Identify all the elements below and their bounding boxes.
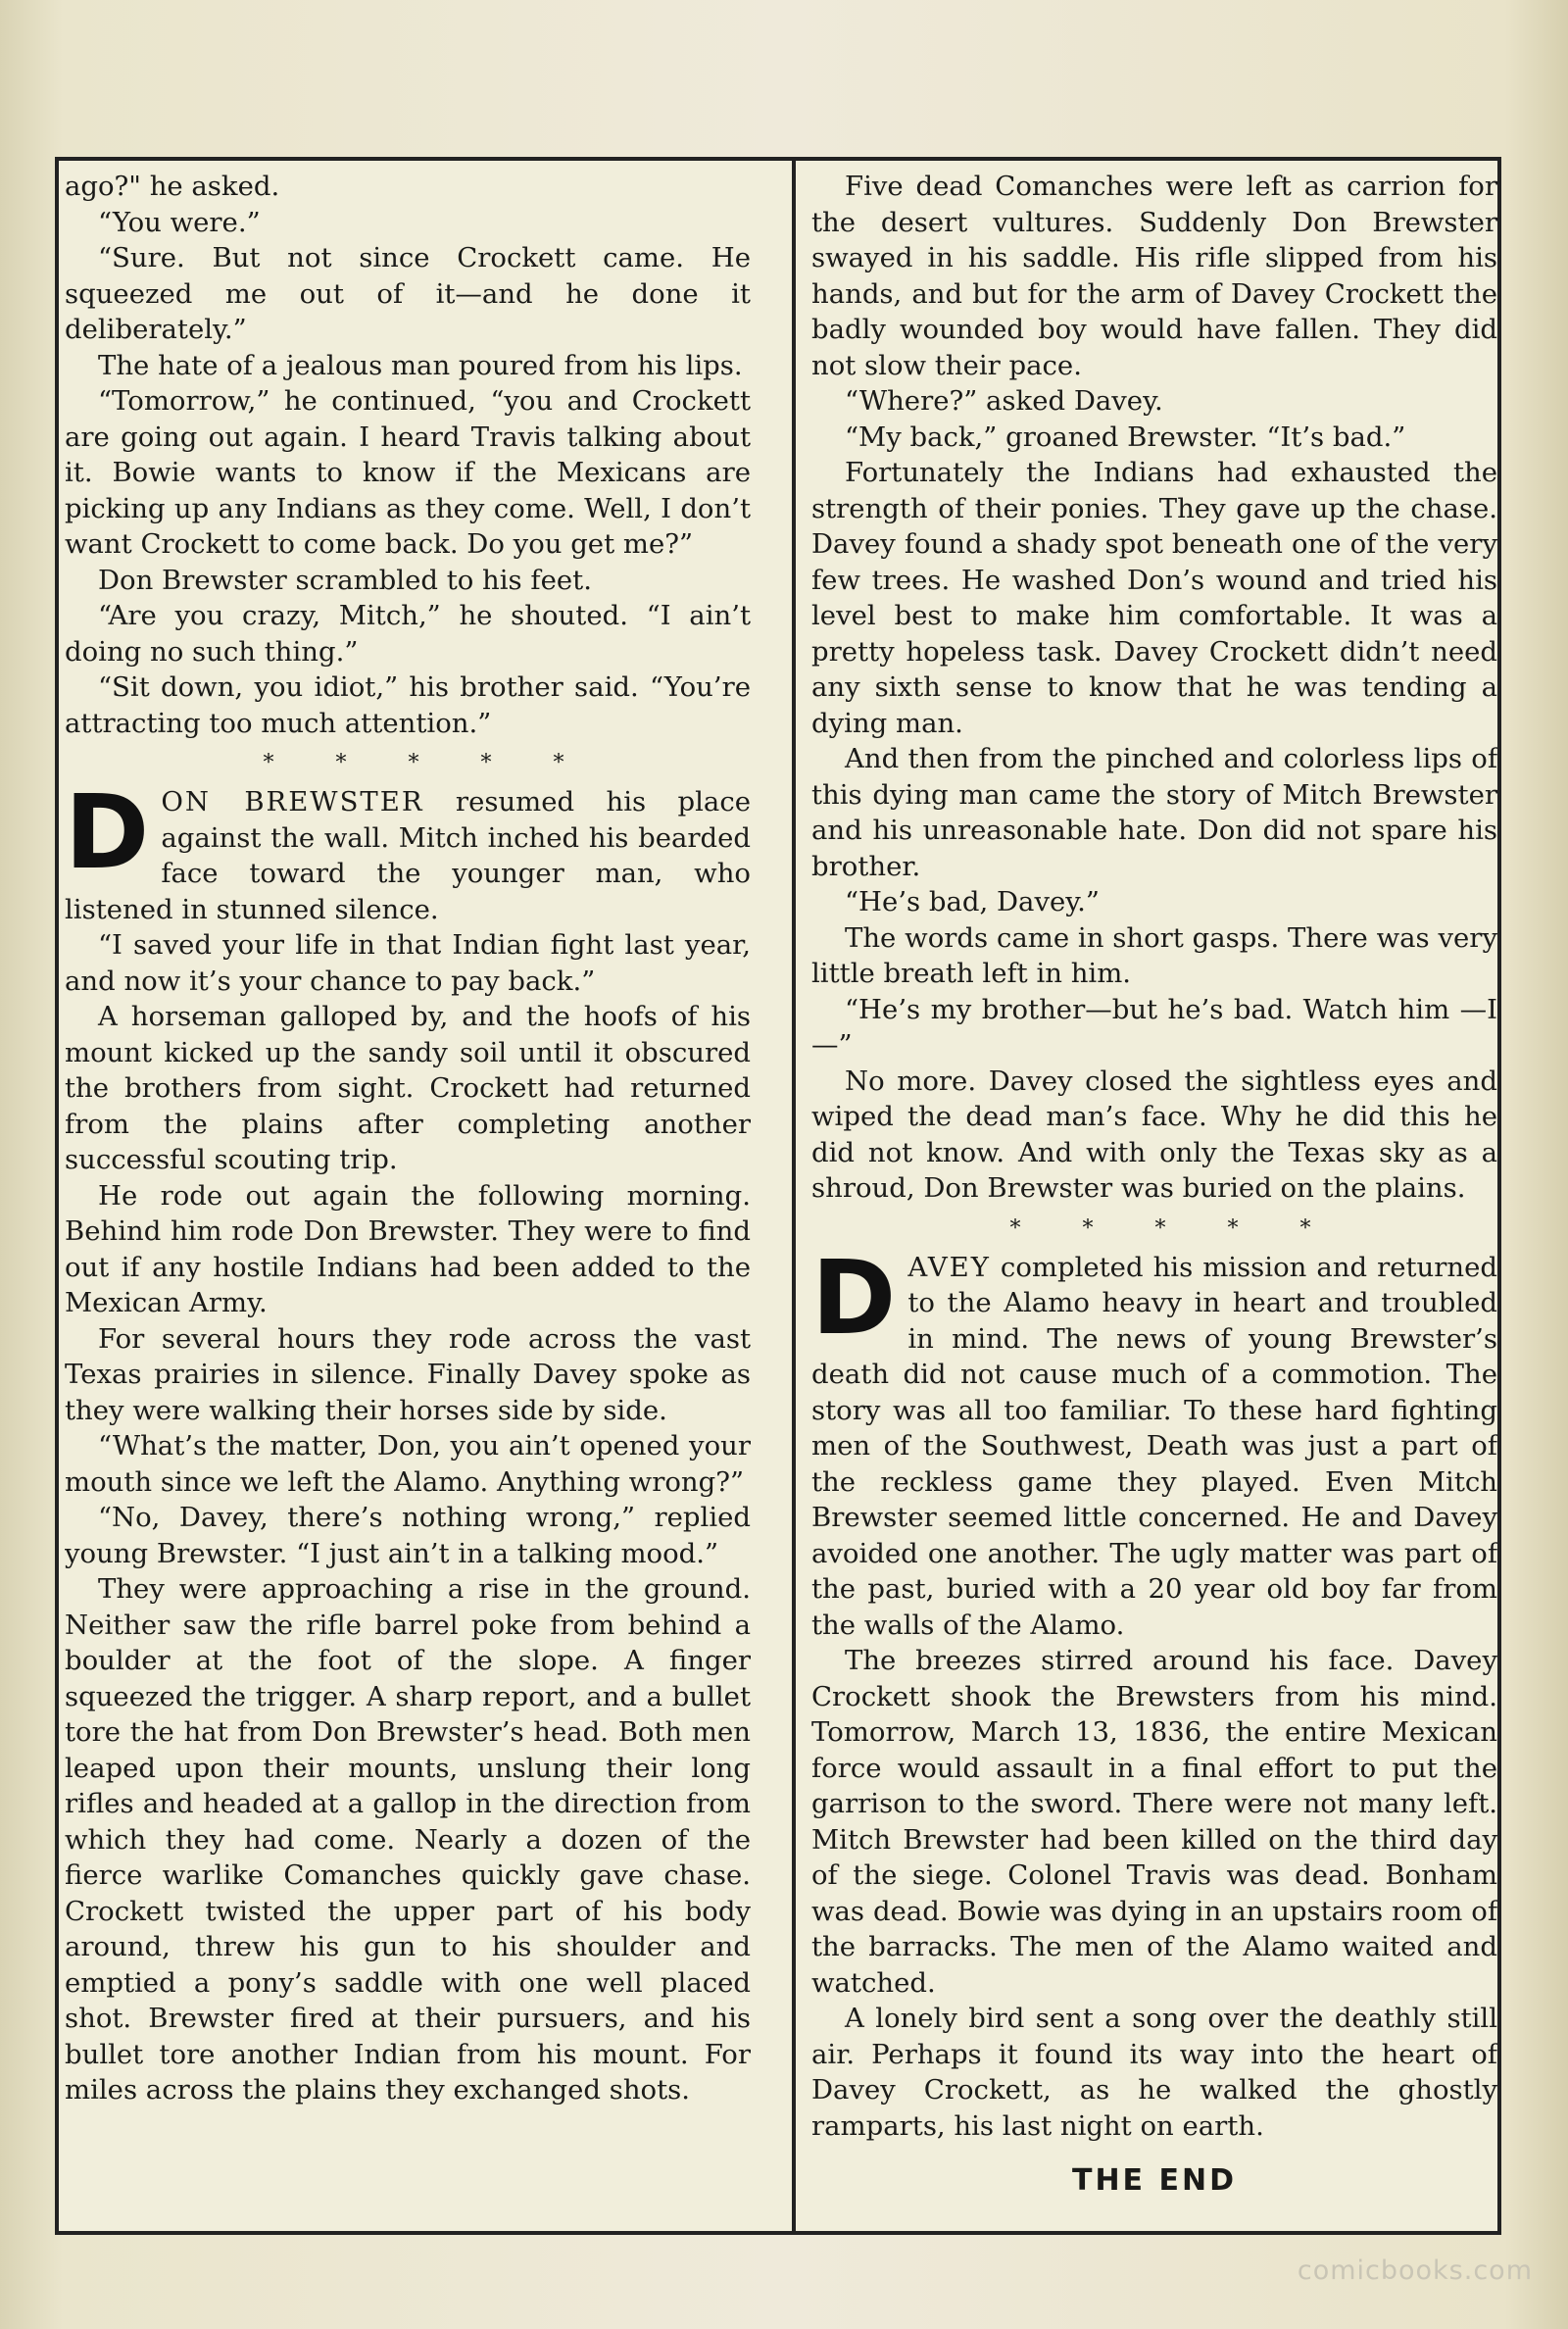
paragraph: The words came in short gasps. There was very little breath left in him. [811, 921, 1497, 989]
paragraph: A lonely bird sent a song over the deathly still air. Perhaps it found its way into the heart of Davey Crockett, as he walked the ghostly ramparts, his last night on earth. [811, 2003, 1497, 2142]
paragraph: “He’s my brother—but he’s bad. Watch him —I—” [811, 993, 1497, 1061]
column-divider [792, 157, 796, 2235]
paragraph: “You were.” [98, 206, 261, 238]
paragraph: “Tomorrow,” he continued, “you and Crockett are going out again. I heard Travis talking about it. Bowie wants to know if the Mexicans are picking up any Indians as they come. Well, I don’t want Crockett to come back. Do you get me?” [65, 385, 751, 560]
dropcap-paragraph [65, 772, 751, 927]
left-paragraphs-a [65, 169, 751, 741]
the-end-label: THE END [1071, 2163, 1237, 2198]
dropcap-letter: D [811, 1237, 897, 1358]
watermark: comicbooks.com [1297, 2255, 1533, 2286]
dropcap-paragraph [811, 1237, 1497, 1644]
paragraph: The breezes stirred around his face. Davey Crockett shook the Brewsters from his mind. Tomorrow, March 13, 1836, the entire Mexican force would assault in a final effort to put the garrison to the sword. There were not many left. Mitch Brewster had been killed on the third day of the siege. Colonel Travis was dead. Bonham was dead. Bowie was dying in an upstairs room of the barracks. The men of the Alamo waited and watched. [811, 1645, 1497, 1999]
paragraph: “Sure. But not since Crockett came. He squeezed me out of it—and he done it deliberately.” [65, 242, 751, 345]
right-paragraphs-a [811, 169, 1497, 1207]
dropcap-caps: ON BREWSTER [161, 786, 424, 818]
paragraph: No more. Davey closed the sightless eyes and wiped the dead man’s face. Why he did this he did not know. And with only the Texas sky as a shroud, Don Brewster was buried on the plains. [811, 1065, 1497, 1204]
right-column [811, 169, 1497, 2227]
left-column [65, 169, 751, 2227]
paragraph: The hate of a jealous man poured from his lips. [98, 349, 743, 381]
paragraph: A horseman galloped by, and the hoofs of his mount kicked up the sandy soil until it obscured the brothers from sight. Crockett had returned from the plains after completing another successful scouting trip. [65, 1001, 751, 1175]
paragraph: He rode out again the following morning. Behind him rode Don Brewster. They were to find out if any hostile Indians had been added to the Mexican Army. [65, 1179, 751, 1318]
dropcap-caps: AVEY [907, 1251, 991, 1283]
dropcap-rest: resumed his place against the wall. Mitch inched his bearded face toward the younger man, who listened in stunned silence. [65, 786, 751, 925]
paragraph: Don Brewster scrambled to his feet. [98, 564, 592, 596]
section-break-stars: * * * * * [1009, 1215, 1339, 1241]
section-break-stars: * * * * * [263, 751, 592, 775]
dropcap-rest: completed his mission and returned to the Alamo heavy in heart and troubled in mind. The news of young Brewster’s death did not cause much of a commotion. The story was all too familiar. To these hard fighting men of the Southwest, Death was just a part of the reckless game they played. Even Mitch Brewster seemed little concerned. He and Davey avoided one another. The ugly matter was part of the past, buried with a 20 year old boy far from the walls of the Alamo. [811, 1251, 1497, 1641]
paragraph: For several hours they rode across the vast Texas prairies in silence. Finally Davey spoke as they were walking their horses side by side. [65, 1322, 751, 1426]
paragraph: They were approaching a rise in the ground. Neither saw the rifle barrel poke from behind a boulder at the foot of the slope. A finger squeezed the trigger. A sharp report, and a bullet tore the hat from Don Brewster’s head. Both men leaped upon their mounts, unslung their long rifles and headed at a gallop in the direction from which they had come. Nearly a dozen of the fierce warlike Comanches quickly gave chase. Crockett twisted the upper part of his body around, threw his gun to his shoulder and emptied a pony’s saddle with one well placed shot. Brewster fired at their pursuers, and his bullet tore another Indian from his mount. For miles across the plains they exchanged shots. [65, 1573, 751, 2106]
paragraph: “My back,” groaned Brewster. “It’s bad.” [845, 421, 1406, 453]
left-paragraphs-b [65, 927, 751, 2108]
paragraph: “He’s bad, Davey.” [845, 886, 1100, 917]
paragraph: Fortunately the Indians had exhausted the strength of their ponies. They gave up the chase. Davey found a shady spot beneath one of the very few trees. He washed Don’s wound and tried his level best to make him comfortable. It was a pretty hopeless task. Davey Crockett didn’t need any sixth sense to know that he was tending a dying man. [811, 457, 1497, 739]
paragraph: “What’s the matter, Don, you ain’t opened your mouth since we left the Alamo. Anything wrong?” [65, 1430, 751, 1498]
paragraph: “No, Davey, there’s nothing wrong,” replied young Brewster. “I just ain’t in a talking mood.” [65, 1502, 751, 1569]
paragraph: “I saved your life in that Indian fight last year, and now it’s your chance to pay back.” [65, 929, 751, 997]
paragraph: “Are you crazy, Mitch,” he shouted. “I ain’t doing no such thing.” [65, 600, 751, 668]
paragraph: ago?" he asked. [65, 171, 280, 202]
paragraph: Five dead Comanches were left as carrion for the desert vultures. Suddenly Don Brewster swayed in his saddle. His rifle slipped from his hands, and but for the arm of Davey Crockett the badly wounded boy would have fallen. They did not slow their pace. [811, 171, 1497, 381]
right-paragraphs-b [811, 1643, 1497, 2144]
paragraph: “Sit down, you idiot,” his brother said. “You’re attracting too much attention.” [65, 671, 751, 739]
paragraph: And then from the pinched and colorless lips of this dying man came the story of Mitch Brewster and his unreasonable hate. Don did not spare his brother. [811, 743, 1497, 882]
paragraph: “Where?” asked Davey. [845, 385, 1163, 417]
dropcap-letter: D [65, 772, 150, 892]
